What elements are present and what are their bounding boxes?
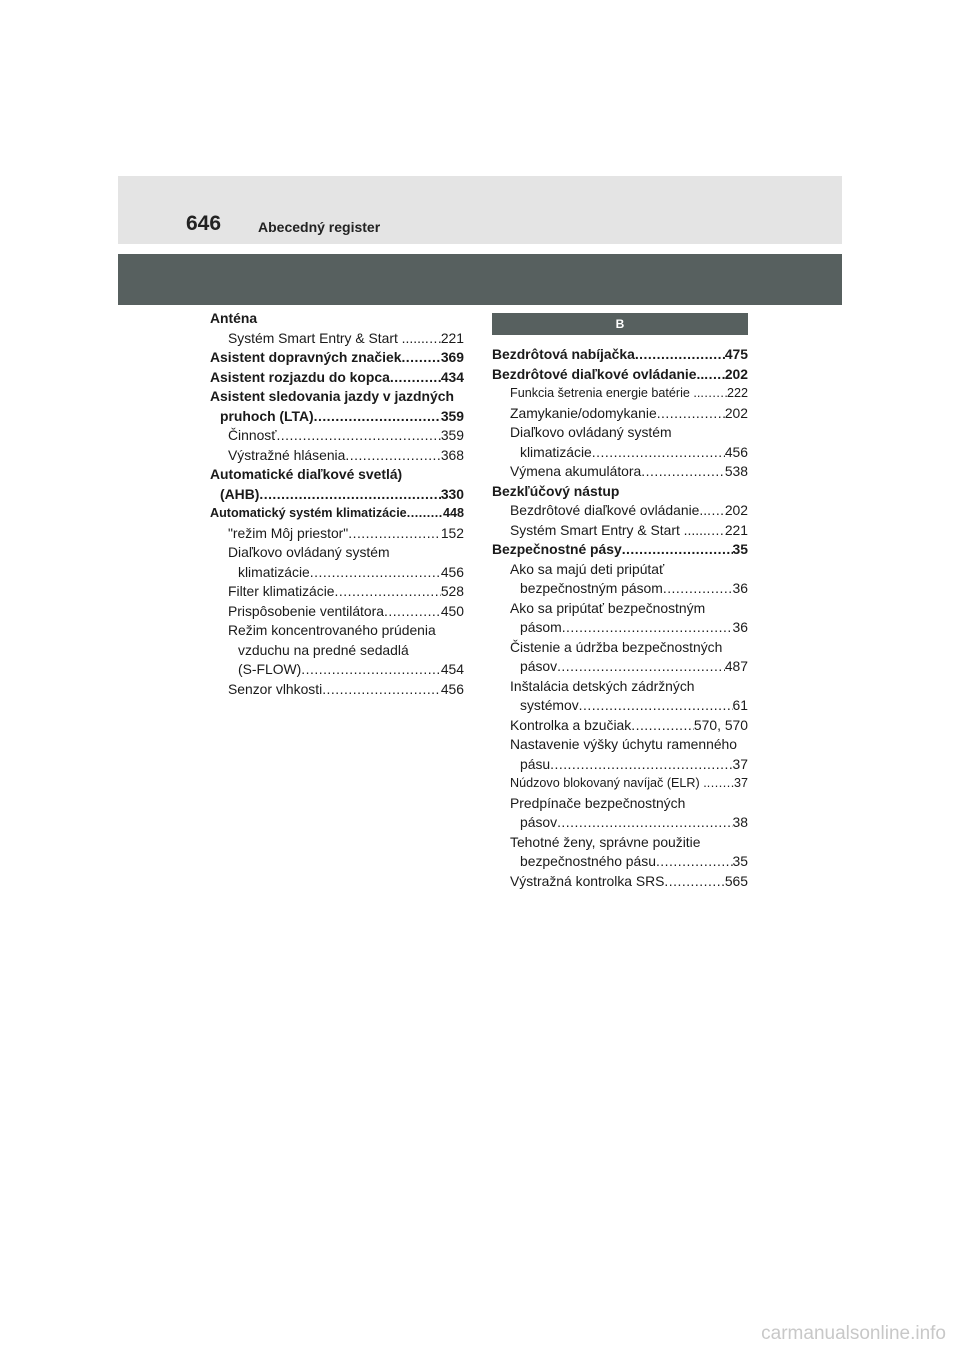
index-subentry: Inštalácia detských zádržných (510, 677, 695, 694)
index-entry: Bezdrôtová nabíjačka ..... 475 (492, 345, 748, 365)
index-subentry: Tehotné ženy, správne použitie (510, 833, 701, 850)
index-subentry-continued: systémov ..... 61 (492, 696, 748, 716)
index-subentry: Výstražná kontrolka SRS ..... 565 (492, 872, 748, 892)
index-subentry: Núdzovo blokovaný navíjač (ELR) . ..... 37 (492, 774, 748, 794)
index-subentry-continued: pásov ..... 38 (492, 813, 748, 833)
index-subentry-continued: klimatizácie ..... 456 (210, 563, 464, 583)
index-subentry: Senzor vlhkosti ..... 456 (210, 680, 464, 700)
index-subentry: Diaľkovo ovládaný systém (228, 544, 390, 560)
index-subentry: Nastavenie výšky úchytu ramenného (510, 736, 737, 752)
index-subentry: Zamykanie/odomykanie ..... 202 (492, 404, 748, 424)
header-dark-band (118, 254, 842, 305)
index-entry: Bezkľúčový nástup (492, 482, 620, 499)
index-subentry: Ako sa majú deti pripútať (510, 560, 665, 577)
index-entry: Bezpečnostné pásy ..... 35 (492, 540, 748, 560)
index-subentry: Filter klimatizácie ..... 528 (210, 582, 464, 602)
index-entry-continued: (AHB) ..... 330 (210, 485, 464, 505)
index-entry-continued: pruhoch (LTA) ..... 359 (210, 407, 464, 427)
index-entry: Bezdrôtové diaľkové ovládanie.. ..... 202 (492, 365, 748, 385)
index-entry: Asistent dopravných značiek ..... 369 (210, 348, 464, 368)
header-band (118, 176, 842, 244)
index-subentry: Diaľkovo ovládaný systém (510, 424, 672, 440)
index-subentry-continued: (S-FLOW) ..... 454 (210, 660, 464, 680)
index-entry: Asistent rozjazdu do kopca ..... 434 (210, 368, 464, 388)
index-entry: Asistent sledovania jazdy v jazdných (210, 388, 454, 404)
index-subentry: "režim Môj priestor" ..... 152 (210, 524, 464, 544)
index-entry: Anténa (210, 310, 258, 326)
index-entry: Automatický systém klimatizácie ..... 448 (210, 504, 464, 524)
index-subentry: Ako sa pripútať bezpečnostným (510, 599, 706, 616)
index-subentry-continued: pásov ..... 487 (492, 657, 748, 677)
index-subentry: Režim koncentrovaného prúdenia (228, 622, 436, 638)
index-subentry-continued: pásu ..... 37 (492, 755, 748, 775)
section-letter-bar: B (492, 313, 748, 335)
index-subentry: Činnosť ..... 359 (210, 426, 464, 446)
index-subentry-continued: pásom ..... 36 (492, 618, 748, 638)
index-subentry: Výmena akumulátora ..... 538 (492, 462, 748, 482)
page-number: 646 (186, 212, 222, 235)
index-subentry: Funkcia šetrenia energie batérie .. ..... 222 (492, 384, 748, 404)
index-entry: Automatické diaľkové svetlá) (210, 466, 403, 482)
index-subentry-continued: bezpečnostným pásom ..... 36 (492, 579, 748, 599)
index-subentry: Systém Smart Entry & Start ...... ..... 221 (210, 329, 464, 349)
index-subentry-continued: vzduchu na predné sedadlá (238, 641, 409, 658)
page-title: Abecedný register (258, 219, 381, 235)
index-subentry: Kontrolka a bzučiak ..... 570, 570 (492, 716, 748, 736)
index-subentry: Prispôsobenie ventilátora ..... 450 (210, 602, 464, 622)
index-subentry: Systém Smart Entry & Start ...... ..... 221 (492, 521, 748, 541)
index-subentry-continued: bezpečnostného pásu ..... 35 (492, 852, 748, 872)
index-column-left (210, 309, 464, 699)
watermark: carmanualsonline.info (761, 1323, 946, 1344)
index-column-right (492, 345, 748, 891)
index-subentry: Výstražné hlásenia ..... 368 (210, 446, 464, 466)
index-subentry: Bezdrôtové diaľkové ovládanie.. ..... 202 (492, 501, 748, 521)
index-subentry-continued: klimatizácie ..... 456 (492, 443, 748, 463)
index-subentry: Predpínače bezpečnostných (510, 794, 686, 811)
index-subentry: Čistenie a údržba bezpečnostných (510, 638, 723, 655)
